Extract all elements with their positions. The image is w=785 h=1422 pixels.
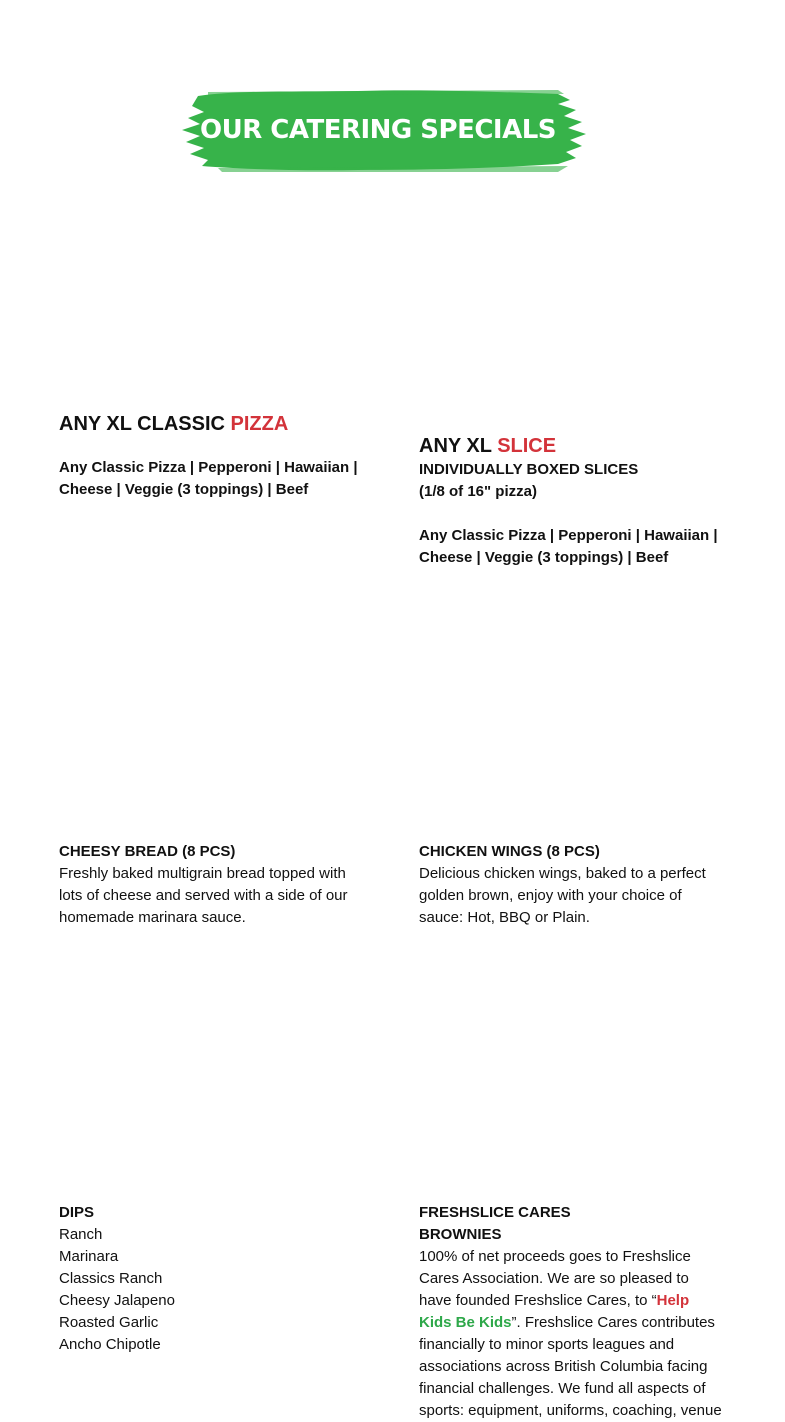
cheesy-bread-section <box>59 841 379 929</box>
wings-section <box>419 841 739 929</box>
dips-section <box>59 1202 379 1356</box>
cares-subtitle: BROWNIES <box>419 1226 502 1243</box>
pizza-toppings-line2: Cheese | Veggie (3 toppings) | Beef <box>59 481 309 498</box>
dip-item: Ancho Chipotle <box>59 1336 161 1353</box>
cheesy-bread-description: Freshly baked multigrain bread topped with lots of cheese and served with a side of our homemade marinara sauce. <box>59 865 348 926</box>
cares-text-before: 100% of net proceeds goes to Freshslice Cares Association. We are so pleased to have founded Freshslice Cares, to “ <box>419 1248 691 1309</box>
banner-title: OUR CATERING SPECIALS <box>199 115 557 145</box>
slice-heading <box>419 433 739 459</box>
slice-heading-main: ANY XL <box>419 435 492 457</box>
cares-section <box>419 1202 724 1422</box>
dips-title: DIPS <box>59 1204 95 1221</box>
cares-description <box>419 1246 724 1422</box>
catering-banner <box>178 82 606 178</box>
help-kids-link-part1[interactable]: Help <box>656 1292 690 1309</box>
dip-item: Marinara <box>59 1248 119 1265</box>
dip-item: Cheesy Jalapeno <box>59 1292 175 1309</box>
pizza-heading-main: ANY XL CLASSIC <box>59 413 225 435</box>
cares-title: FRESHSLICE CARES <box>419 1204 571 1221</box>
slice-subtitle-line2: (1/8 of 16" pizza) <box>419 483 537 500</box>
cheesy-bread-title: CHEESY BREAD (8 PCS) <box>59 843 236 860</box>
slice-section <box>419 433 739 569</box>
wings-title: CHICKEN WINGS (8 PCS) <box>419 843 600 860</box>
dip-item: Ranch <box>59 1226 103 1243</box>
help-kids-link-part2[interactable]: Kids Be Kids <box>419 1314 512 1331</box>
wings-description: Delicious chicken wings, baked to a perfect golden brown, enjoy with your choice of sauce: Hot, BBQ or Plain. <box>419 865 706 926</box>
slice-toppings-line1: Any Classic Pizza | Pepperoni | Hawaiian | <box>419 527 718 544</box>
pizza-toppings-line1: Any Classic Pizza | Pepperoni | Hawaiian | <box>59 459 358 476</box>
slice-heading-accent: SLICE <box>497 435 557 457</box>
pizza-section <box>59 411 379 501</box>
pizza-heading <box>59 411 379 437</box>
pizza-heading-accent: PIZZA <box>230 413 289 435</box>
slice-toppings-line2: Cheese | Veggie (3 toppings) | Beef <box>419 549 669 566</box>
slice-subtitle-line1: INDIVIDUALLY BOXED SLICES <box>419 461 639 478</box>
dip-item: Roasted Garlic <box>59 1314 159 1331</box>
cares-text-after: ”. Freshslice Cares contributes financially to minor sports leagues and associations across British Columbia facing financial challenges. We fund all aspects of sports: equipment, uniforms, coaching, venue <box>419 1314 722 1419</box>
dip-item: Classics Ranch <box>59 1270 163 1287</box>
